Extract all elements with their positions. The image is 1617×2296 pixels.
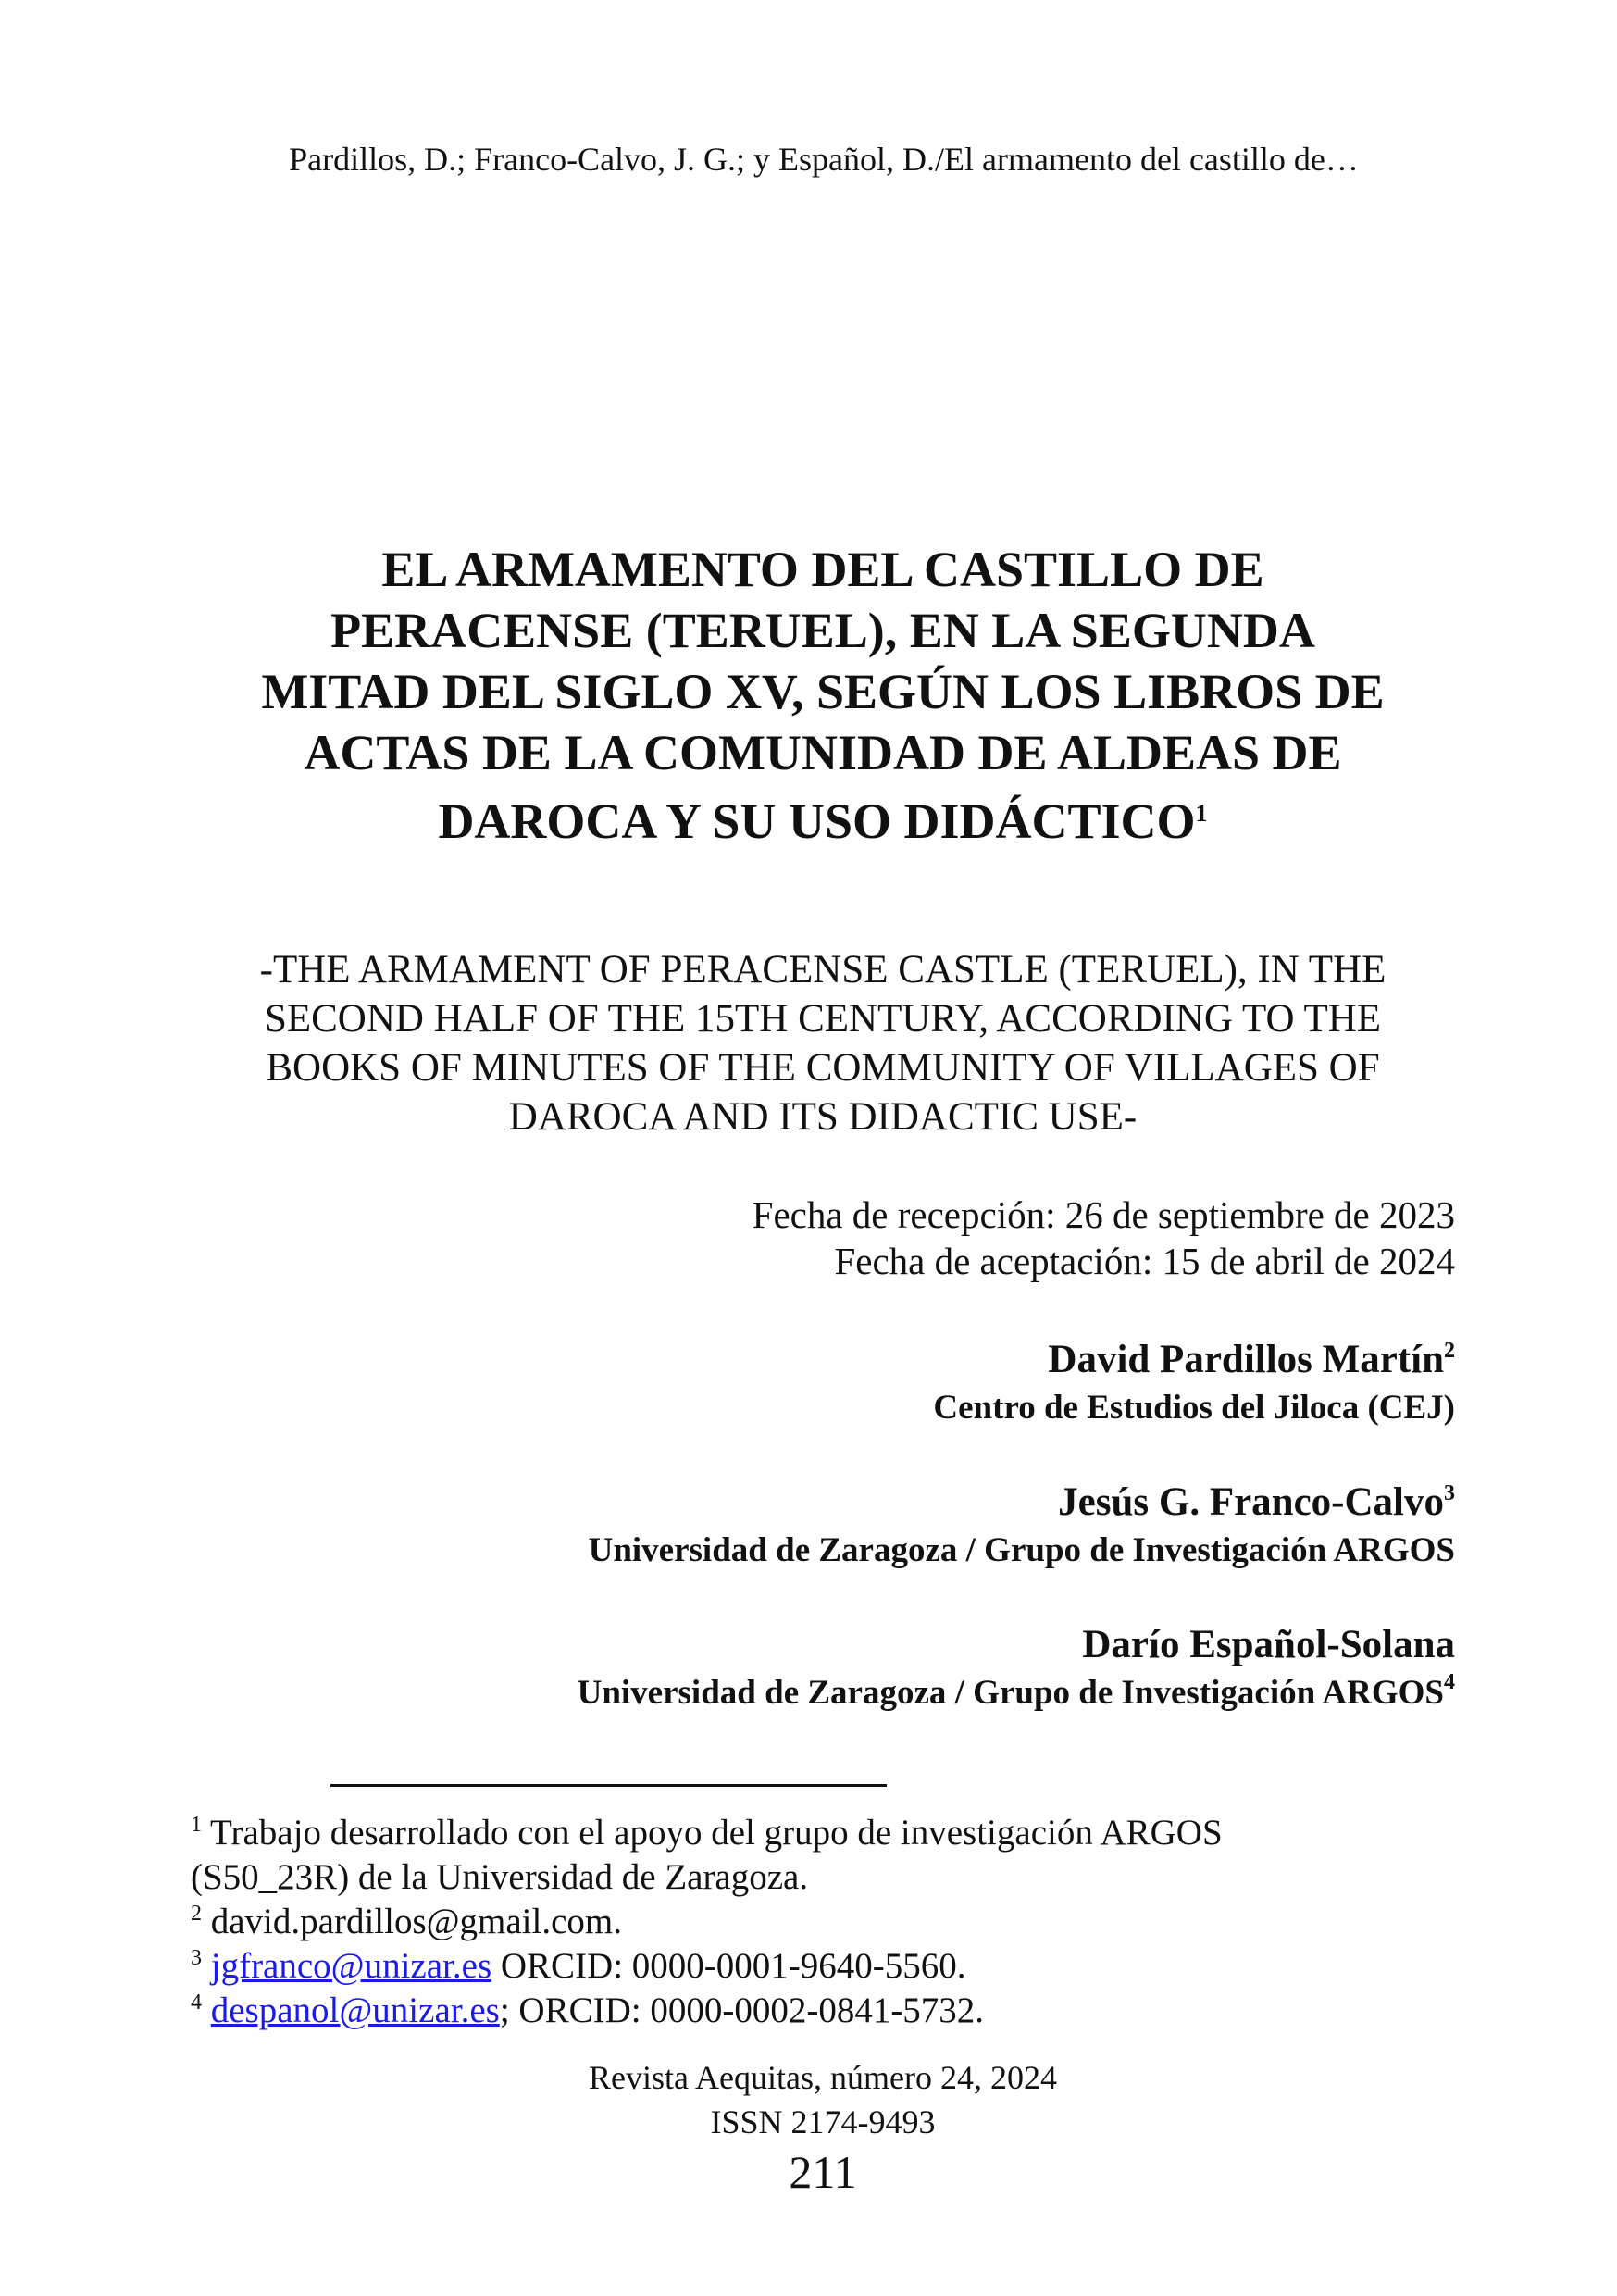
dates <box>191 1192 1455 1284</box>
title-line: DAROCA Y SU USO DIDÁCTICO$^1$ <box>438 793 1208 849</box>
email-link[interactable]: despanol@unizar.es <box>210 1990 500 2030</box>
title-line: ACTAS DE LA COMUNIDAD DE ALDEAS DE <box>304 725 1342 780</box>
footnote: $^1$ Trabajo desarrollado con el apoyo del grupo de investigación ARGOS <box>191 1813 1223 1853</box>
footnote: $^3$ jgfranco@unizar.es ORCID: 0000-0001-9640-5560. <box>191 1946 966 1986</box>
title-line: EL ARMAMENTO DEL CASTILLO DE <box>381 542 1264 597</box>
title-line: MITAD DEL SIGLO XV, SEGÚN LOS LIBROS DE <box>261 664 1385 719</box>
english-title <box>191 945 1455 1142</box>
footnotes <box>191 1811 1455 2033</box>
author-name: Jesús G. Franco-Calvo <box>1058 1480 1444 1524</box>
page-number: 211 <box>789 2146 857 2198</box>
author-block <box>191 1336 1455 1432</box>
footnote-ref[interactable]: 3 <box>1444 1481 1455 1505</box>
author-affiliation: Universidad de Zaragoza / Grupo de Investigación ARGOS <box>577 1674 1444 1712</box>
subtitle-line: BOOKS OF MINUTES OF THE COMMUNITY OF VILLAGES OF <box>266 1046 1380 1090</box>
author-affiliation: Centro de Estudios del Jiloca (CEJ) <box>933 1389 1455 1427</box>
footnote-ref[interactable]: 2 <box>1444 1339 1455 1363</box>
issn: ISSN 2174-9493 <box>710 2103 936 2140</box>
page-footer <box>191 2055 1455 2144</box>
subtitle-line: SECOND HALF OF THE 15TH CENTURY, ACCORDING TO THE <box>264 997 1382 1041</box>
article-title <box>191 539 1455 852</box>
footnote: $^4$ despanol@unizar.es; ORCID: 0000-0002-0841-5732. <box>191 1990 985 2030</box>
footnote: $^2$ david.pardillos@gmail.com. <box>191 1902 623 1941</box>
footnote-ref[interactable]: 1 <box>1195 800 1208 827</box>
subtitle-line: DAROCA AND ITS DIDACTIC USE- <box>508 1095 1138 1139</box>
footnote-ref[interactable]: 4 <box>1444 1670 1455 1694</box>
title-line: PERACENSE (TERUEL), EN LA SEGUNDA <box>330 603 1315 658</box>
received-date: Fecha de recepción: 26 de septiembre de 2023 <box>752 1193 1455 1236</box>
footnote-continuation: (S50_23R) de la Universidad de Zaragoza. <box>191 1857 809 1897</box>
subtitle-line: -THE ARMAMENT OF PERACENSE CASTLE (TERUEL), IN THE <box>259 948 1387 992</box>
author-block <box>191 1479 1455 1575</box>
email-link[interactable]: jgfranco@unizar.es <box>210 1946 492 1986</box>
accepted-date: Fecha de aceptación: 15 de abril de 2024 <box>834 1240 1455 1282</box>
footnote-separator <box>330 1784 887 1787</box>
author-affiliation: Universidad de Zaragoza / Grupo de Investigación ARGOS <box>588 1531 1455 1569</box>
running-header: Pardillos, D.; Franco-Calvo, J. G.; y Español, D./El armamento del castillo de… <box>289 141 1359 178</box>
author-block <box>191 1621 1455 1717</box>
author-name: David Pardillos Martín <box>1048 1338 1444 1381</box>
author-name: Darío Español-Solana <box>1082 1623 1455 1666</box>
journal-name: Revista Aequitas, número 24, 2024 <box>589 2059 1057 2096</box>
